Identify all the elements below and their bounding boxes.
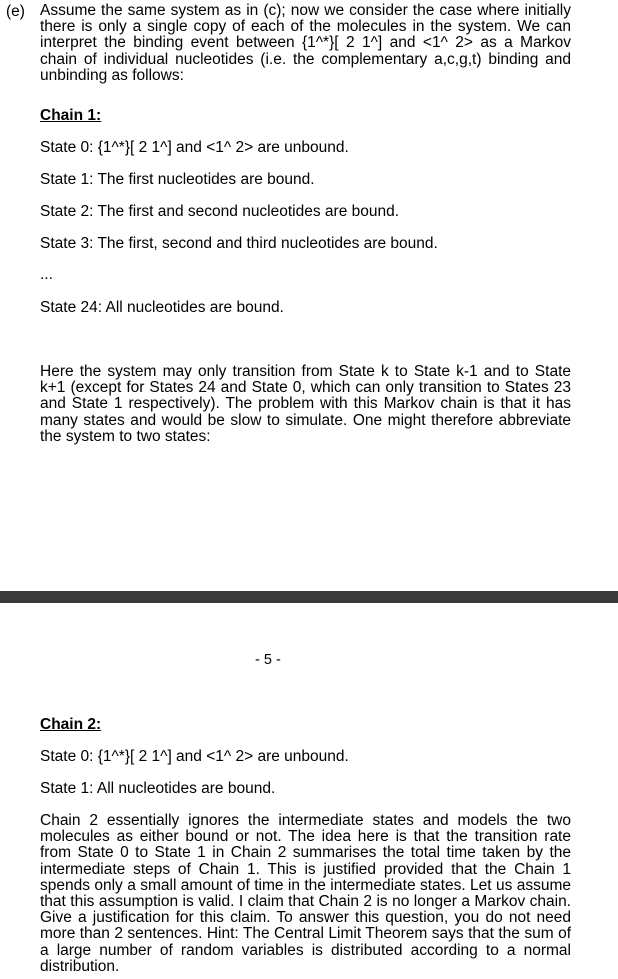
chain1-state-2: State 2: The first and second nucleotides are bound. [40,203,400,220]
intro-paragraph: Assume the same system as in (c); now we consider the case where initially there is only a single copy of each of the molecules in the system. We can interpret the binding event between {1^*}[ 2 1^] and <1^ 2> as a Markov chain of individual nucleotides (i.e. the complementary a,c,g,t) binding and unbinding as follows: [40,2,571,84]
chain2-state-0: State 0: {1^*}[ 2 1^] and <1^ 2> are unbound. [40,748,349,765]
chain1-state-1: State 1: The first nucleotides are bound. [40,171,315,188]
chain1-state-3: State 3: The first, second and third nucleotides are bound. [40,235,438,252]
page-number: - 5 - [255,652,281,668]
chain1-state-0: State 0: {1^*}[ 2 1^] and <1^ 2> are unbound. [40,139,349,156]
page-separator [0,591,618,603]
question-paragraph: Chain 2 essentially ignores the intermediate states and models the two molecules as either bound or not. The idea here is that the transition rate from State 0 to State 1 in Chain 2 summarises the total time taken by the intermediate steps of Chain 1. This is justified provided that the Chain 1 spends only a small amount of time in the intermediate states. Let us assume that this assumption is valid. I claim that Chain 2 is no longer a Markov chain. Give a justification for this claim. To answer this question, you do not need more than 2 sentences. Hint: The Central Limit Theorem says that the sum of a large number of random variables is distributed according to a normal distribution. [40,812,571,975]
part-label: (e) [6,3,25,20]
document-page-5 [0,603,618,979]
chain1-ellipsis: ... [40,266,53,283]
chain1-heading: Chain 1: [40,107,102,124]
transition-paragraph: Here the system may only transition from State k to State k-1 and to State k+1 (except for States 24 and State 0, which can only transition to States 23 and State 1 respectively). The problem with this Markov chain is that it has many states and would be slow to simulate. One might therefore abbreviate the system to two states: [40,363,571,445]
chain1-state-24: State 24: All nucleotides are bound. [40,299,284,316]
chain2-heading: Chain 2: [40,716,102,733]
chain2-state-1: State 1: All nucleotides are bound. [40,780,276,797]
